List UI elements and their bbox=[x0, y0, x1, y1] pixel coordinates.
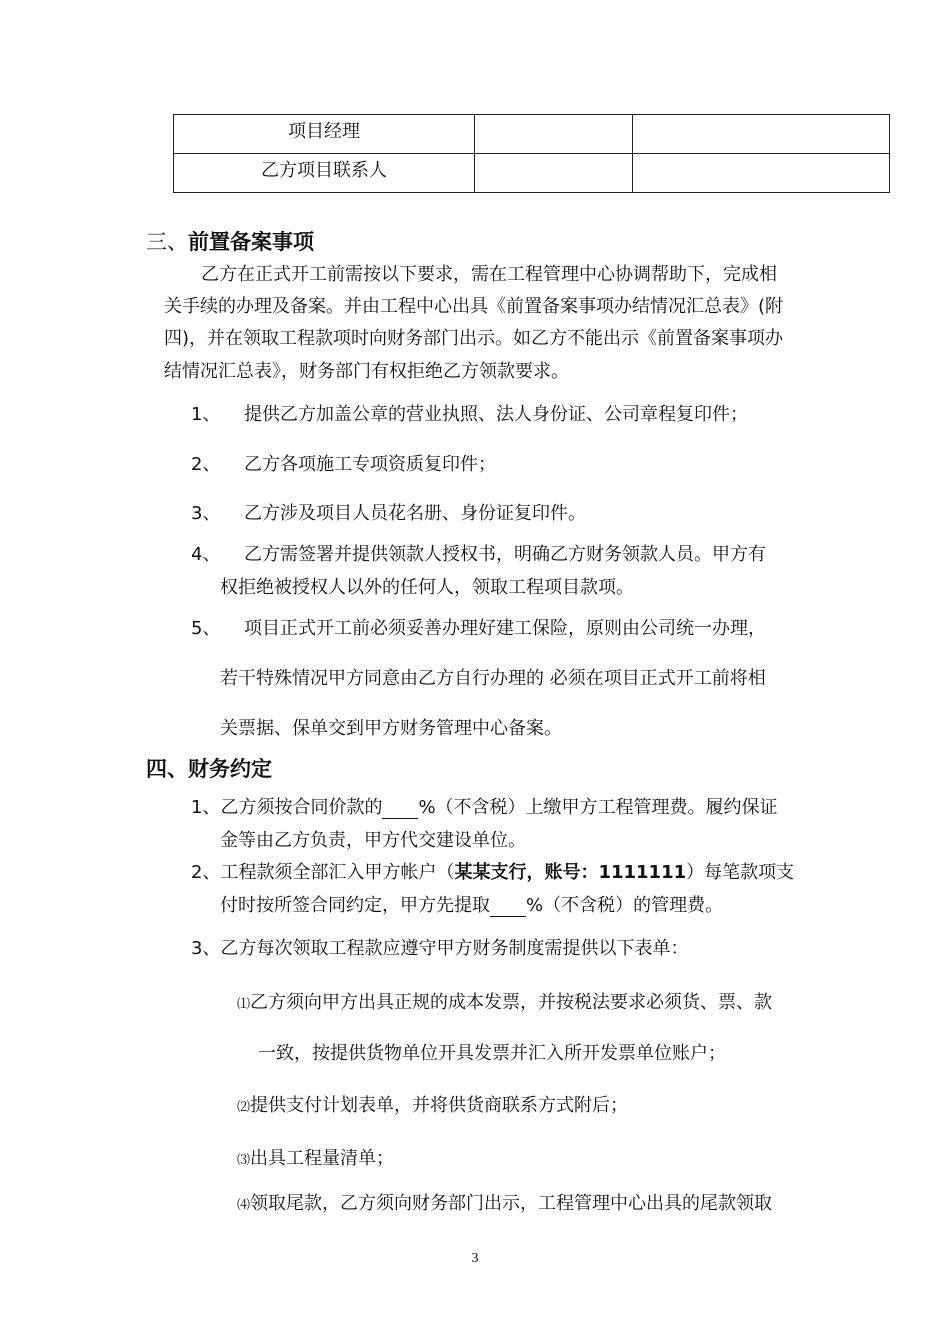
table-cell-label: 乙方项目联系人 bbox=[174, 154, 475, 193]
table-cell bbox=[633, 115, 890, 154]
finance-item-continuation bbox=[220, 891, 723, 917]
section3-intro-line: 结情况汇总表》，财务部门有权拒绝乙方领款要求。 bbox=[164, 361, 569, 382]
list-item: 提供乙方加盖公章的营业执照、法人身份证、公司章程复印件； bbox=[244, 404, 748, 425]
table-row bbox=[174, 154, 890, 193]
section3-intro-line: 四)，并在领取工程款项时向财务部门出示。如乙方不能出示《前置备案事项办 bbox=[164, 328, 784, 349]
finance-item-text: 付时按所签合同约定，甲方先提取 bbox=[220, 895, 490, 916]
section3-number: 三、 bbox=[146, 230, 188, 254]
sub-item bbox=[237, 1189, 772, 1215]
finance-item-text: %（不含税）的管理费。 bbox=[526, 895, 724, 916]
list-item-continuation: 关票据、保单交到甲方财务管理中心备案。 bbox=[220, 718, 562, 739]
list-item-number: 5、 bbox=[191, 618, 221, 639]
contact-table bbox=[173, 114, 890, 193]
sub-item-marker: ⑷ bbox=[237, 1198, 251, 1213]
sub-item-marker: ⑵ bbox=[237, 1100, 251, 1115]
list-item: 乙方涉及项目人员花名册、身份证复印件。 bbox=[244, 503, 586, 524]
finance-item-2 bbox=[191, 858, 794, 884]
finance-item-continuation: 金等由乙方负责，甲方代交建设单位。 bbox=[220, 830, 526, 851]
finance-item-text: 1、乙方须按合同价款的 bbox=[191, 797, 383, 818]
table-cell bbox=[475, 115, 633, 154]
sub-item-continuation: 一致，按提供货物单位开具发票并汇入所开发票单位账户； bbox=[258, 1043, 726, 1064]
table-cell-label: 项目经理 bbox=[174, 115, 475, 154]
sub-item bbox=[237, 1091, 628, 1117]
finance-item-text: 2、工程款须全部汇入甲方帐户（ bbox=[191, 862, 455, 883]
section3-intro-line: 乙方在正式开工前需按以下要求，需在工程管理中心协调帮助下，完成相 bbox=[201, 264, 777, 285]
list-item: 项目正式开工前必须妥善办理好建工保险，原则由公司统一办理， bbox=[244, 618, 766, 639]
sub-item-text: 领取尾款，乙方须向财务部门出示，工程管理中心出具的尾款领取 bbox=[250, 1193, 773, 1214]
section3-heading bbox=[146, 226, 314, 256]
finance-item-text: ）每笔款项支 bbox=[686, 862, 795, 883]
list-item-continuation: 若干特殊情况甲方同意由乙方自行办理的 必须在项目正式开工前将相 bbox=[220, 668, 766, 689]
list-item-number: 4、 bbox=[191, 544, 221, 565]
finance-item-3: 3、乙方每次领取工程款应遵守甲方财务制度需提供以下表单： bbox=[191, 938, 689, 959]
section3-intro-line: 关手续的办理及备案。并由工程中心出具《前置备案事项办结情况汇总表》(附 bbox=[164, 296, 784, 317]
sub-item bbox=[237, 1144, 394, 1170]
blank-field bbox=[490, 896, 526, 917]
list-item-number: 2、 bbox=[191, 454, 221, 475]
table-row bbox=[174, 115, 890, 154]
table-cell bbox=[633, 154, 890, 193]
sub-item-marker: ⑴ bbox=[237, 997, 251, 1012]
list-item: 乙方需签署并提供领款人授权书，明确乙方财务领款人员。甲方有 bbox=[244, 544, 766, 565]
sub-item-text: 提供支付计划表单，并将供货商联系方式附后； bbox=[250, 1095, 629, 1116]
sub-item-text: 出具工程量清单； bbox=[250, 1148, 395, 1169]
table-cell bbox=[475, 154, 633, 193]
list-item: 乙方各项施工专项资质复印件； bbox=[244, 454, 496, 475]
list-item-continuation: 权拒绝被授权人以外的任何人，领取工程项目款项。 bbox=[220, 577, 634, 598]
bank-account: 某某支行，账号：1111111 bbox=[454, 862, 687, 883]
sub-item bbox=[237, 988, 772, 1014]
finance-item-1 bbox=[191, 793, 778, 819]
section4-heading: 四、财务约定 bbox=[146, 757, 272, 781]
finance-item-text: %（不含税）上缴甲方工程管理费。履约保证 bbox=[418, 797, 778, 818]
page-number: 3 bbox=[471, 1251, 479, 1266]
section3-title: 前置备案事项 bbox=[188, 230, 314, 254]
list-item-number: 1、 bbox=[191, 404, 221, 425]
blank-field bbox=[382, 798, 418, 819]
sub-item-text: 乙方须向甲方出具正规的成本发票，并按税法要求必须货、票、款 bbox=[250, 992, 773, 1013]
sub-item-marker: ⑶ bbox=[237, 1153, 251, 1168]
list-item-number: 3、 bbox=[191, 503, 221, 524]
